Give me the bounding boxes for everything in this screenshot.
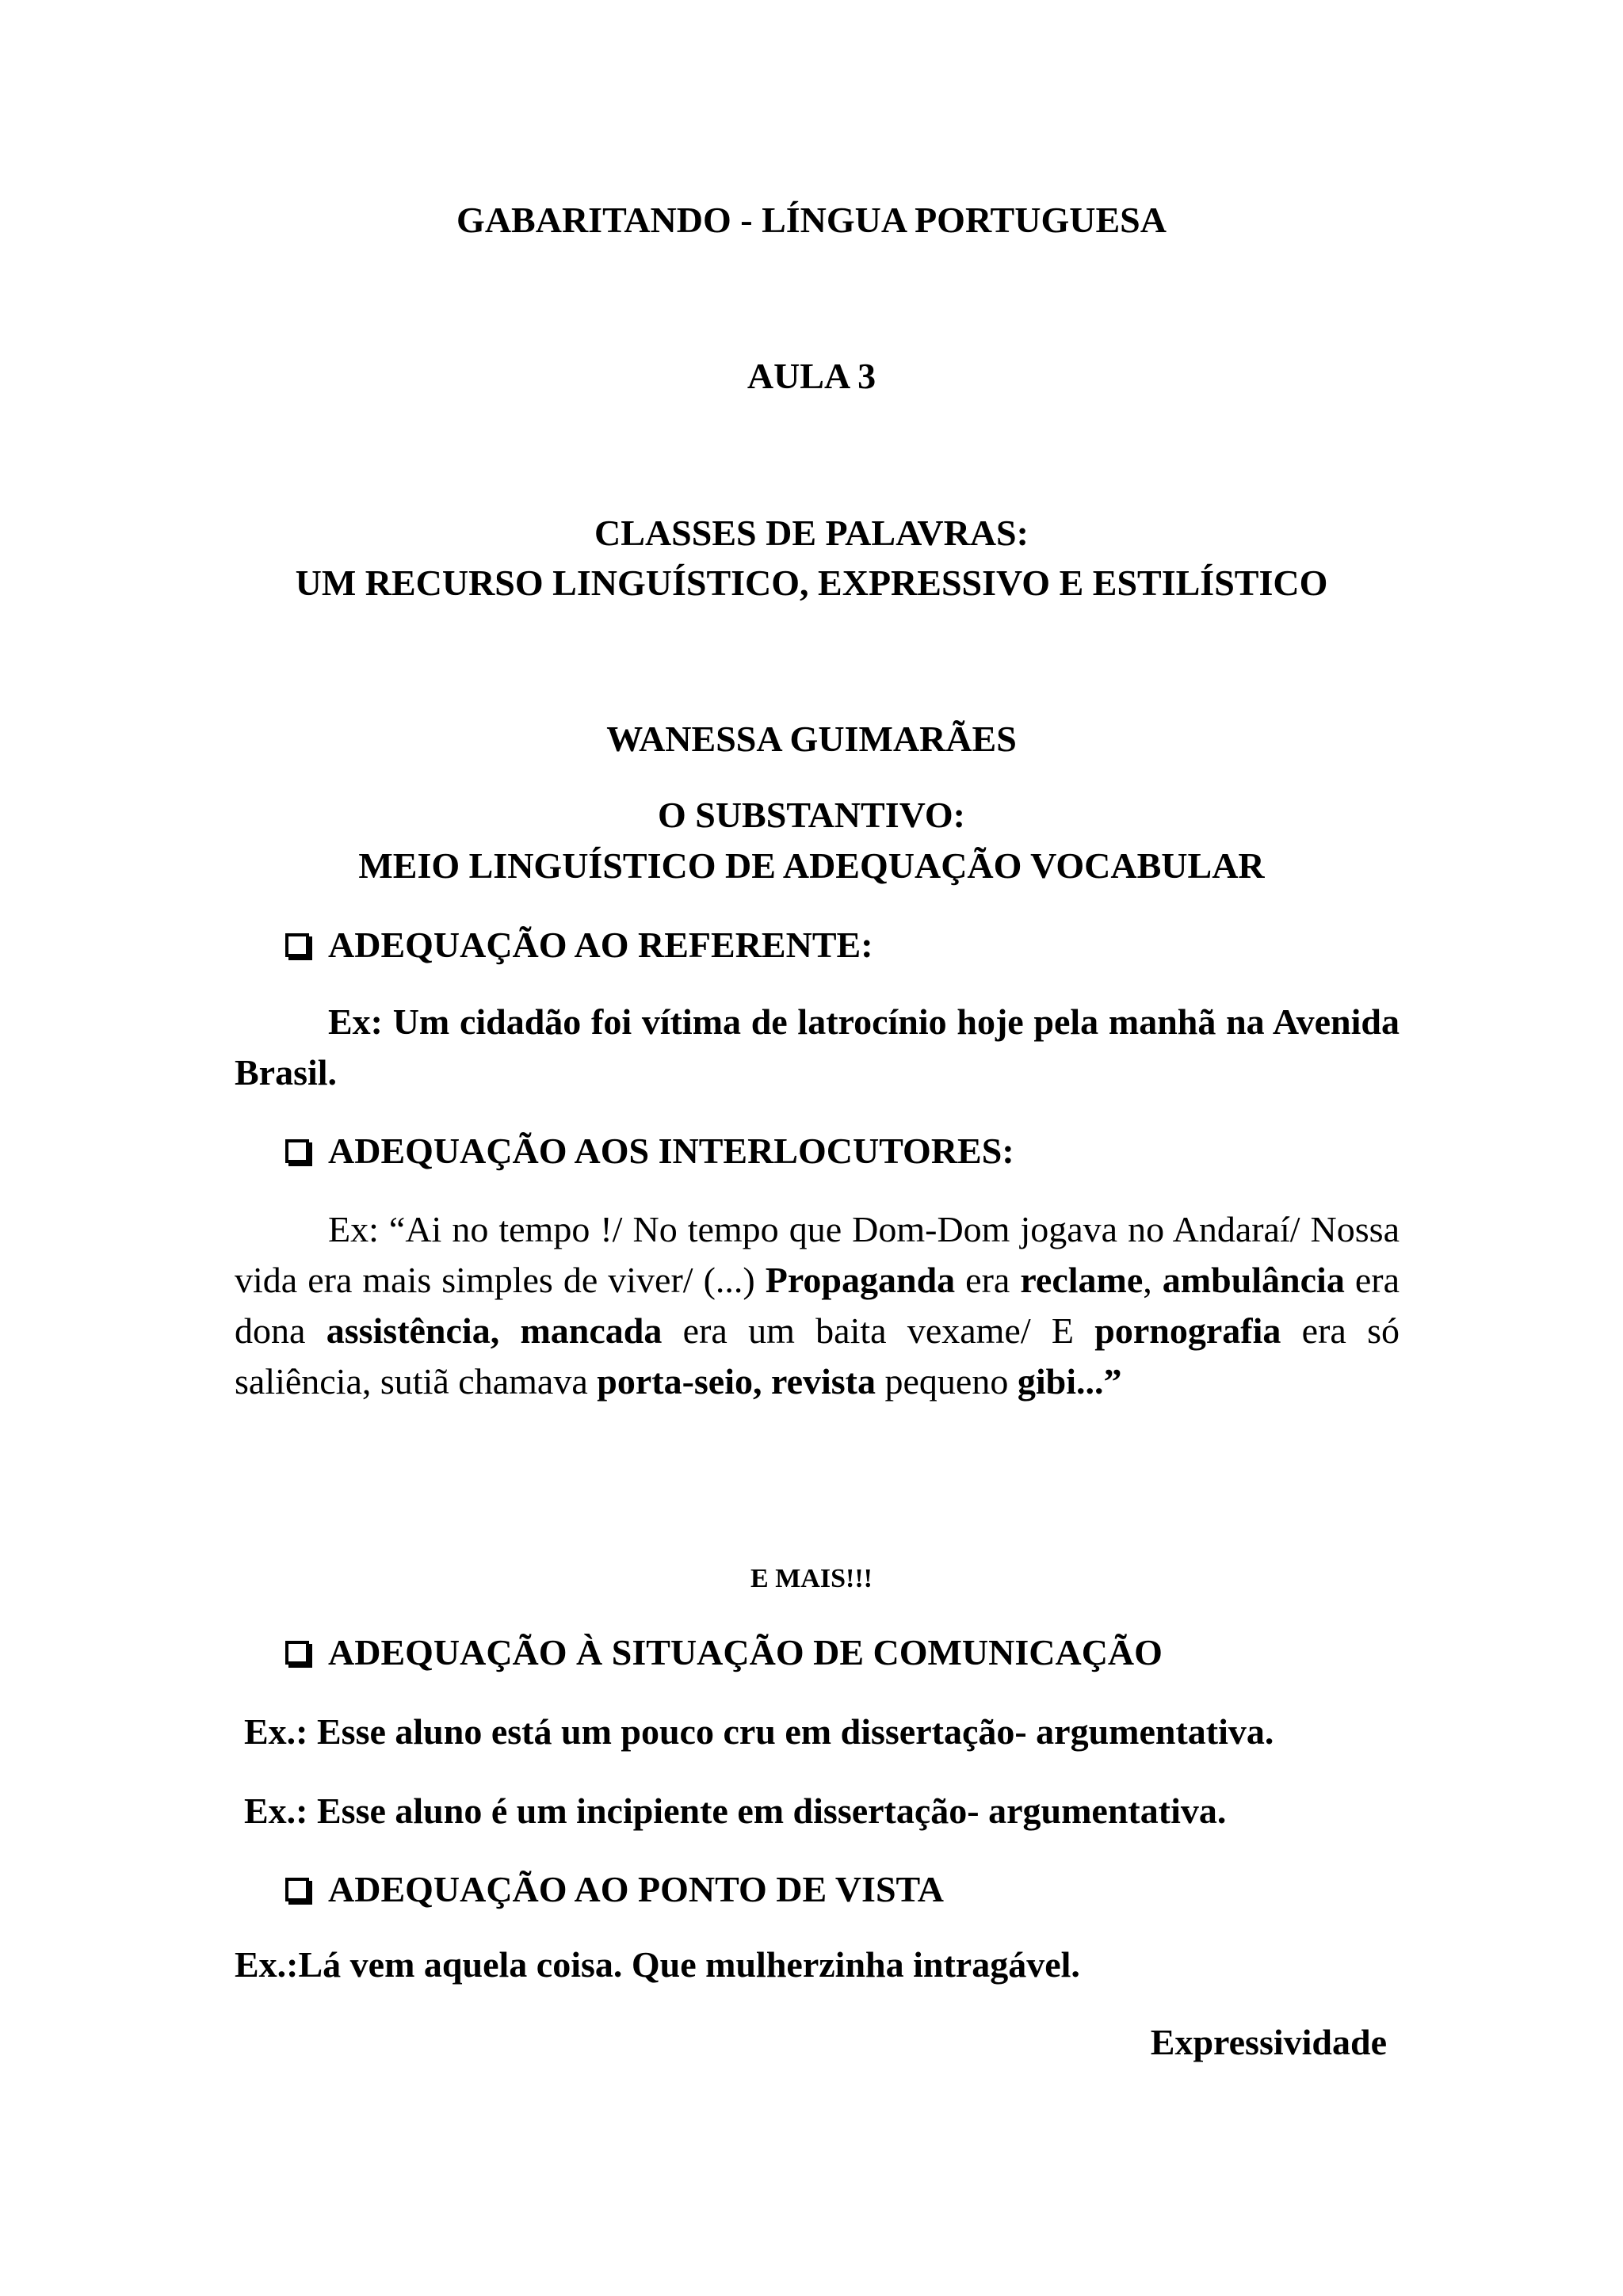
checkbox-icon	[285, 1641, 309, 1665]
example-text: era	[955, 1260, 1021, 1300]
example-text: era dona	[235, 1260, 1400, 1351]
lesson-label: AULA 3	[747, 356, 876, 396]
example-situacao-2: Ex.: Esse aluno é um incipiente em dissertação- argumentativa.	[244, 1791, 1227, 1831]
highlight-word: reclame	[1020, 1260, 1144, 1300]
checkbox-icon	[285, 1878, 309, 1901]
example-text: era só saliência, sutiã chamava	[235, 1310, 1400, 1402]
example-text: era um baita vexame/ E	[662, 1310, 1095, 1351]
section-heading-text: ADEQUAÇÃO À SITUAÇÃO DE COMUNICAÇÃO	[328, 1632, 1163, 1672]
author-name: WANESSA GUIMARÃES	[606, 719, 1017, 759]
highlight-word: Propaganda	[765, 1260, 956, 1300]
section-heading-text: ADEQUAÇÃO AO PONTO DE VISTA	[328, 1869, 945, 1909]
highlight-word: porta-seio, revista	[597, 1361, 876, 1402]
expressividade-label: Expressividade	[1150, 2022, 1387, 2062]
section-heading-text: ADEQUAÇÃO AO REFERENTE:	[328, 925, 873, 965]
checkbox-icon	[285, 933, 309, 957]
document-title: GABARITANDO - LÍNGUA PORTUGUESA	[456, 200, 1167, 240]
subtopic-line-2: MEIO LINGUÍSTICO DE ADEQUAÇÃO VOCABULAR	[358, 845, 1265, 886]
example-text: ,	[1143, 1260, 1163, 1300]
e-mais-label: E MAIS!!!	[750, 1564, 873, 1593]
example-interlocutores	[235, 1204, 1400, 1407]
example-text: pequeno	[876, 1361, 1018, 1402]
example-ponto-de-vista: Ex.:Lá vem aquela coisa. Que mulherzinha intragável.	[235, 1944, 1080, 1985]
example-situacao-1: Ex.: Esse aluno está um pouco cru em dissertação- argumentativa.	[244, 1711, 1274, 1752]
highlight-word: gibi...”	[1017, 1361, 1122, 1402]
highlight-word: assistência, mancada	[326, 1310, 663, 1351]
highlight-word: pornografia	[1094, 1310, 1281, 1351]
section-heading-ponto-de-vista	[285, 1871, 944, 1908]
topic-line-1: CLASSES DE PALAVRAS:	[594, 513, 1029, 553]
example-text: Ex: “Ai no tempo !/ No tempo que Dom-Dom jogava no Andaraí/ Nossa vida era mais simples de viver/ (...)	[235, 1209, 1400, 1300]
subtopic-line-1: O SUBSTANTIVO:	[657, 795, 966, 835]
section-heading-interlocutores	[285, 1133, 1014, 1169]
highlight-word: ambulância	[1162, 1260, 1345, 1300]
topic-line-2: UM RECURSO LINGUÍSTICO, EXPRESSIVO E ESTILÍSTICO	[295, 563, 1328, 603]
section-heading-text: ADEQUAÇÃO AOS INTERLOCUTORES:	[328, 1131, 1014, 1171]
example-referente: Ex: Um cidadão foi vítima de latrocínio hoje pela manhã na Avenida Brasil.	[235, 1001, 1400, 1093]
checkbox-icon	[285, 1139, 309, 1163]
section-heading-referente	[285, 927, 873, 963]
section-heading-situacao	[285, 1634, 1163, 1671]
